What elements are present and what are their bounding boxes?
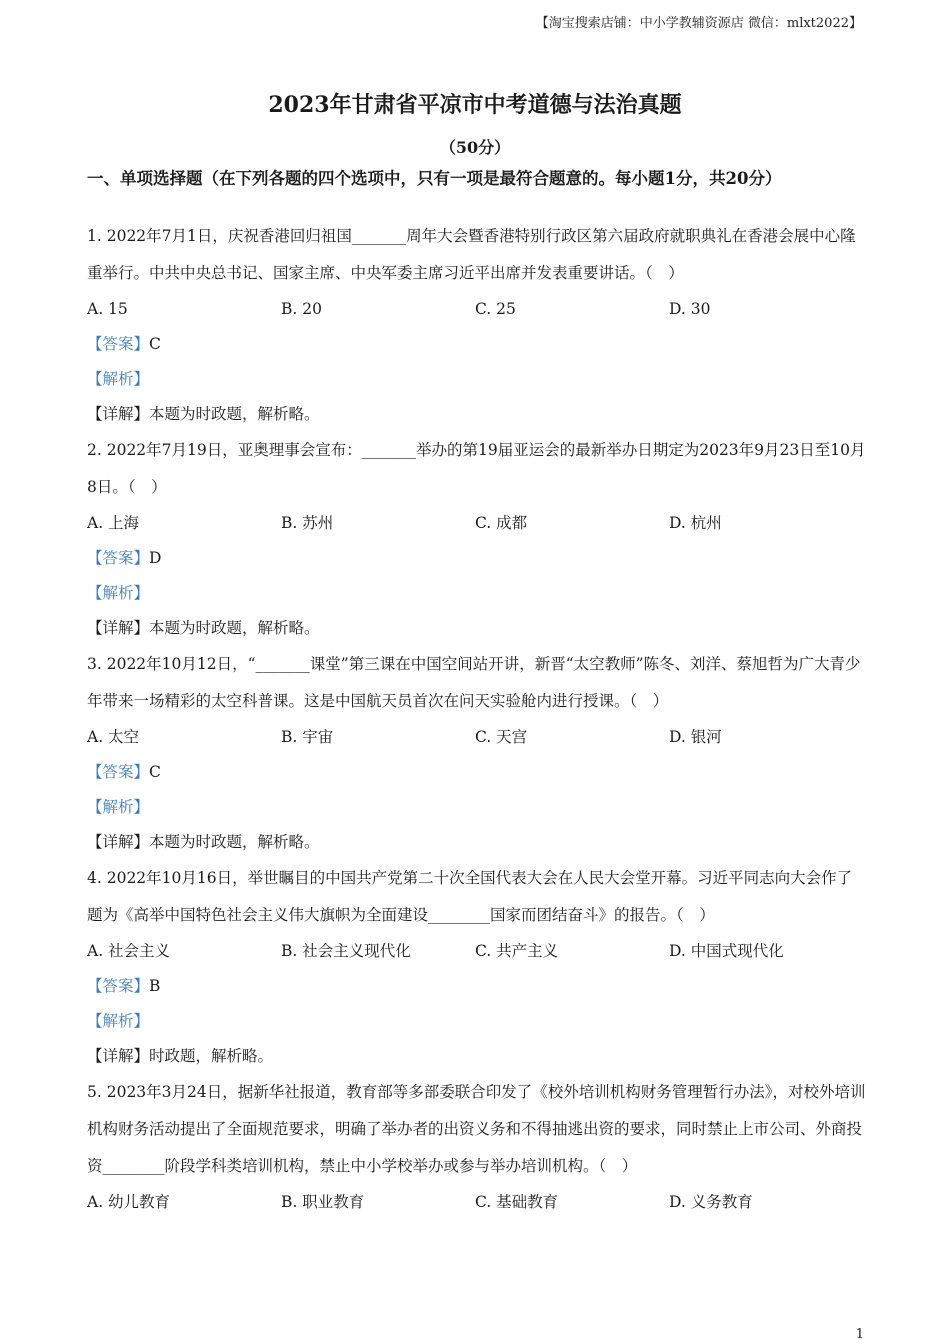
analysis-label: 【解析】 [87, 584, 150, 602]
option-d: D. 义务教育 [669, 1193, 753, 1211]
option-a: A. 社会主义 [87, 942, 171, 960]
detail-text: 时政题，解析略。 [149, 1047, 274, 1065]
option-b: B. 苏州 [281, 514, 334, 532]
answer-line [87, 327, 867, 362]
option-d: D. 中国式现代化 [669, 942, 784, 960]
section-heading: 一、单项选择题（在下列各题的四个选项中，只有一项是最符合题意的。每小题1分，共20分） [87, 169, 782, 188]
option-b: B. 职业教育 [281, 1193, 365, 1211]
detail-line [87, 1039, 867, 1074]
answer-value: D [149, 549, 162, 567]
option-b: B. 社会主义现代化 [281, 942, 411, 960]
answer-label: 【答案】 [87, 335, 150, 353]
answer-value: C [149, 335, 161, 353]
detail-label: 【详解】 [87, 405, 150, 423]
score-note: （50分） [439, 138, 511, 157]
answer-label: 【答案】 [87, 763, 150, 781]
question-stem: 5. 2023年3月24日，据新华社报道，教育部等多部委联合印发了《校外培训机构财务管理暂行办法》，对校外培训机构财务活动提出了全面规范要求，明确了举办者的出资义务和不得抽逃出资的要求，同时禁止上市公司、外商投资________阶段学科类培训机构，禁止中小学校举办或参与举办培训机构。（ ） [87, 1083, 866, 1175]
options-row [87, 506, 867, 541]
option-a: A. 太空 [87, 728, 140, 746]
option-d: D. 杭州 [669, 514, 722, 532]
analysis-label: 【解析】 [87, 1012, 150, 1030]
answer-line [87, 755, 867, 790]
option-c: C. 基础教育 [475, 1193, 559, 1211]
question-stem: 1. 2022年7月1日，庆祝香港回归祖国_______周年大会暨香港特别行政区第六届政府就职典礼在香港会展中心隆重举行。中共中央总书记、国家主席、中央军委主席习近平出席并发表重要讲话。（ ） [87, 227, 856, 282]
detail-label: 【详解】 [87, 619, 150, 637]
header-note: 【淘宝搜索店铺：中小学教辅资源店 微信：mlxt2022】 [535, 16, 862, 31]
options-row [87, 1185, 867, 1220]
option-c: C. 成都 [475, 514, 528, 532]
analysis-label: 【解析】 [87, 370, 150, 388]
option-a: A. 幼儿教育 [87, 1193, 171, 1211]
detail-line [87, 611, 867, 646]
analysis-label: 【解析】 [87, 798, 150, 816]
option-d: D. 30 [669, 300, 711, 318]
options-row [87, 934, 867, 969]
question-5 [87, 1074, 867, 1220]
question-stem: 3. 2022年10月12日，“_______课堂”第三课在中国空间站开讲，新晋“太空教师”陈冬、刘洋、蔡旭哲为广大青少年带来一场精彩的太空科普课。这是中国航天员首次在问天实验舱内进行授课。（ ） [87, 655, 861, 710]
detail-text: 本题为时政题，解析略。 [149, 405, 320, 423]
detail-label: 【详解】 [87, 1047, 150, 1065]
answer-value: B [149, 977, 161, 995]
question-stem: 2. 2022年7月19日，亚奥理事会宣布：_______举办的第19届亚运会的最新举办日期定为2023年9月23日至10月8日。（ ） [87, 441, 866, 496]
answer-label: 【答案】 [87, 549, 150, 567]
question-list [87, 218, 867, 1220]
option-a: A. 15 [87, 300, 128, 318]
page-title: 2023年甘肃省平凉市中考道德与法治真题 [268, 92, 682, 118]
question-4 [87, 860, 867, 1074]
options-row [87, 292, 867, 327]
option-c: C. 天宫 [475, 728, 528, 746]
option-b: B. 宇宙 [281, 728, 334, 746]
detail-text: 本题为时政题，解析略。 [149, 833, 320, 851]
detail-line [87, 397, 867, 432]
answer-value: C [149, 763, 161, 781]
detail-label: 【详解】 [87, 833, 150, 851]
question-1 [87, 218, 867, 432]
question-3 [87, 646, 867, 860]
option-b: B. 20 [281, 300, 322, 318]
option-c: C. 25 [475, 300, 516, 318]
page-number: 1 [855, 1327, 864, 1342]
option-a: A. 上海 [87, 514, 140, 532]
options-row [87, 720, 867, 755]
option-d: D. 银河 [669, 728, 722, 746]
option-c: C. 共产主义 [475, 942, 559, 960]
detail-text: 本题为时政题，解析略。 [149, 619, 320, 637]
answer-label: 【答案】 [87, 977, 150, 995]
question-2 [87, 432, 867, 646]
answer-line [87, 541, 867, 576]
answer-line [87, 969, 867, 1004]
question-stem: 4. 2022年10月16日，举世瞩目的中国共产党第二十次全国代表大会在人民大会堂开幕。习近平同志向大会作了题为《高举中国特色社会主义伟大旗帜为全面建设________国家而团结奋斗》的报告。（ ） [87, 869, 853, 924]
detail-line [87, 825, 867, 860]
